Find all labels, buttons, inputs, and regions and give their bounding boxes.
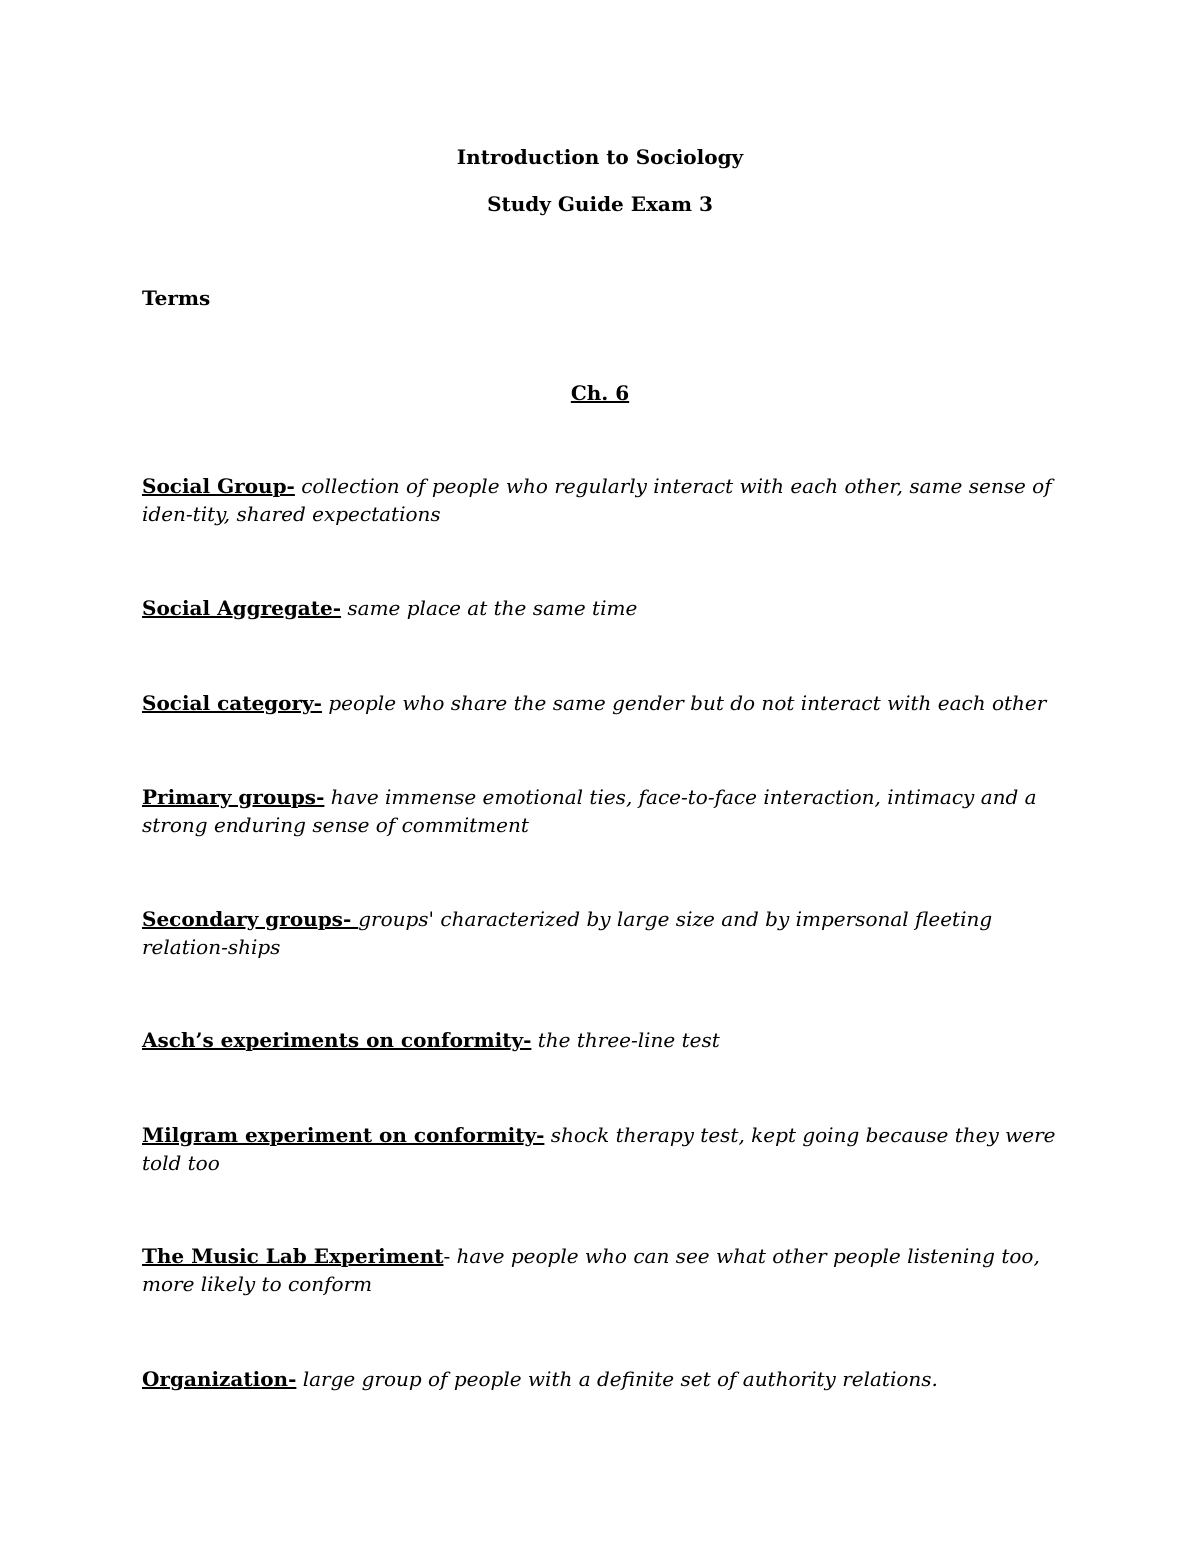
term-name: Social Group- <box>142 474 295 498</box>
term-definition: have immense emotional ties, face-to-face interaction, intimacy and a strong enduring sense of commitment <box>142 785 1037 837</box>
term-definition: groups' characterized by large size and by impersonal fleeting relation-ships <box>142 907 993 959</box>
term-entry <box>142 1121 1060 1177</box>
term-definition: - have people who can see what other people listening too, more likely to conform <box>142 1244 1040 1296</box>
term-definition: shock therapy test, kept going because they were told too <box>142 1123 1056 1175</box>
term-definition: the three-line test <box>531 1028 720 1052</box>
term-entry <box>142 689 1060 717</box>
term-entry <box>142 472 1060 528</box>
term-definition: large group of people with a definite set of authority relations. <box>296 1367 938 1391</box>
term-name: Social Aggregate- <box>142 596 342 620</box>
term-name: Secondary groups- <box>142 907 359 931</box>
term-entry <box>142 783 1060 839</box>
term-entry <box>142 594 1060 622</box>
term-name: Organization- <box>142 1367 297 1391</box>
term-definition: collection of people who regularly interact with each other, same sense of iden-tity, shared expectations <box>142 474 1052 526</box>
term-definition: same place at the same time <box>341 596 638 620</box>
term-name: Social category- <box>142 691 322 715</box>
term-definition: people who share the same gender but do not interact with each other <box>321 691 1047 715</box>
term-name: Primary groups- <box>142 785 325 809</box>
term-name: Milgram experiment on conformity- <box>142 1123 545 1147</box>
term-entry <box>142 1242 1060 1298</box>
term-entry <box>142 1365 1060 1393</box>
section-heading-terms: Terms <box>142 286 211 310</box>
term-entry <box>142 1026 1060 1054</box>
chapter-heading: Ch. 6 <box>570 381 630 405</box>
document-subtitle: Study Guide Exam 3 <box>487 192 713 216</box>
term-entry <box>142 905 1060 961</box>
term-name: The Music Lab Experiment <box>142 1244 444 1268</box>
document-title: Introduction to Sociology <box>456 145 744 169</box>
term-name: Asch’s experiments on conformity- <box>142 1028 532 1052</box>
